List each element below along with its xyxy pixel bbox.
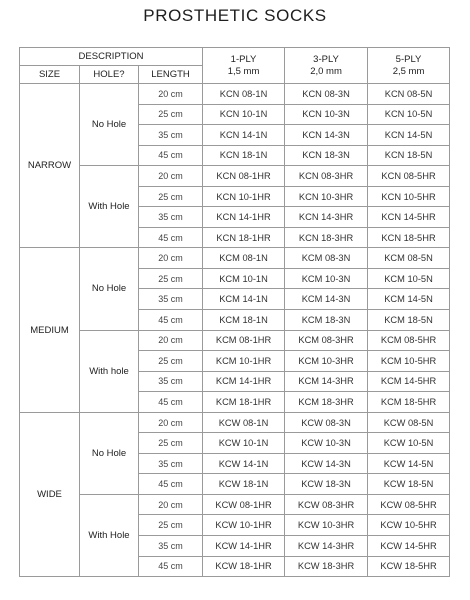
product-code-cell: KCN 08-3N (285, 84, 368, 105)
product-code-cell: KCN 18-1HR (203, 227, 285, 248)
ply-name: 3-PLY (313, 53, 339, 65)
product-code-cell: KCN 14-1HR (203, 207, 285, 228)
product-code-cell: KCW 14-1N (203, 453, 285, 474)
product-code-cell: KCW 10-1HR (203, 515, 285, 536)
product-code-cell: KCW 14-1HR (203, 536, 285, 557)
product-code-cell: KCW 08-1HR (203, 494, 285, 515)
product-code-cell: KCM 18-1HR (203, 392, 285, 413)
length-cell: 20 cm (139, 166, 203, 187)
prosthetic-socks-table (19, 47, 450, 577)
product-code-cell: KCM 08-3HR (285, 330, 368, 351)
product-code-cell: KCW 18-1N (203, 474, 285, 495)
length-header: LENGTH (139, 66, 203, 84)
description-header: DESCRIPTION (20, 48, 203, 66)
product-code-cell: KCM 10-1HR (203, 351, 285, 372)
length-cell: 45 cm (139, 310, 203, 331)
product-code-cell: KCW 18-3N (285, 474, 368, 495)
ply-name: 1-PLY (230, 53, 257, 65)
product-code-cell: KCM 08-5HR (368, 330, 450, 351)
product-code-cell: KCM 18-3N (285, 310, 368, 331)
product-code-cell: KCN 10-5N (368, 104, 450, 125)
page-title: PROSTHETIC SOCKS (143, 6, 327, 25)
ply-thickness: 2,5 mm (392, 65, 425, 77)
length-cell: 20 cm (139, 248, 203, 269)
product-code-cell: KCW 08-5N (368, 412, 450, 433)
product-code-cell: KCW 08-5HR (368, 494, 450, 515)
product-code-cell: KCW 08-1N (203, 412, 285, 433)
table-row (20, 494, 450, 515)
product-code-cell: KCW 10-5HR (368, 515, 450, 536)
ply-header-1 (203, 48, 285, 84)
product-code-cell: KCM 10-5N (368, 268, 450, 289)
product-code-cell: KCN 08-5HR (368, 166, 450, 187)
ply-header-3 (285, 48, 368, 84)
ply-thickness: 1,5 mm (227, 65, 260, 77)
product-code-cell: KCM 18-5HR (368, 392, 450, 413)
product-code-cell: KCW 08-3HR (285, 494, 368, 515)
product-code-cell: KCW 10-3N (285, 433, 368, 454)
product-code-cell: KCN 14-5HR (368, 207, 450, 228)
product-code-cell: KCN 14-3HR (285, 207, 368, 228)
product-code-cell: KCN 08-5N (368, 84, 450, 105)
ply-thickness: 2,0 mm (310, 65, 342, 77)
size-cell: WIDE (20, 412, 80, 576)
hole-cell: No Hole (80, 248, 139, 330)
length-cell: 25 cm (139, 351, 203, 372)
product-code-cell: KCM 14-5N (368, 289, 450, 310)
product-code-cell: KCW 14-3N (285, 453, 368, 474)
product-code-cell: KCM 08-1N (203, 248, 285, 269)
length-cell: 35 cm (139, 289, 203, 310)
product-code-cell: KCW 18-3HR (285, 556, 368, 577)
table-row (20, 84, 450, 105)
product-code-cell: KCN 18-1N (203, 145, 285, 166)
product-code-cell: KCM 18-5N (368, 310, 450, 331)
product-code-cell: KCW 18-5HR (368, 556, 450, 577)
product-code-cell: KCM 08-5N (368, 248, 450, 269)
product-code-cell: KCM 18-3HR (285, 392, 368, 413)
table-body (20, 84, 450, 577)
hole-cell: With hole (80, 330, 139, 412)
length-cell: 20 cm (139, 330, 203, 351)
length-cell: 25 cm (139, 104, 203, 125)
product-code-cell: KCN 14-5N (368, 125, 450, 146)
table-row (20, 412, 450, 433)
product-code-cell: KCW 10-3HR (285, 515, 368, 536)
product-code-cell: KCM 14-5HR (368, 371, 450, 392)
product-code-cell: KCM 14-3N (285, 289, 368, 310)
product-code-cell: KCM 08-3N (285, 248, 368, 269)
product-code-cell: KCN 10-1N (203, 104, 285, 125)
size-header: SIZE (20, 66, 80, 84)
product-code-cell: KCN 08-3HR (285, 166, 368, 187)
product-code-cell: KCM 08-1HR (203, 330, 285, 351)
product-code-cell: KCN 18-5HR (368, 227, 450, 248)
length-cell: 45 cm (139, 474, 203, 495)
size-cell: NARROW (20, 84, 80, 248)
hole-cell: No Hole (80, 84, 139, 166)
length-cell: 35 cm (139, 125, 203, 146)
size-cell: MEDIUM (20, 248, 80, 412)
product-code-cell: KCN 18-3HR (285, 227, 368, 248)
product-code-cell: KCW 14-3HR (285, 536, 368, 557)
product-code-cell: KCN 10-1HR (203, 186, 285, 207)
hole-cell: With Hole (80, 494, 139, 576)
product-code-cell: KCM 18-1N (203, 310, 285, 331)
length-cell: 45 cm (139, 556, 203, 577)
length-cell: 35 cm (139, 453, 203, 474)
length-cell: 35 cm (139, 371, 203, 392)
table-row (20, 330, 450, 351)
product-code-cell: KCW 08-3N (285, 412, 368, 433)
product-code-cell: KCM 10-3HR (285, 351, 368, 372)
product-code-cell: KCN 14-1N (203, 125, 285, 146)
length-cell: 20 cm (139, 412, 203, 433)
length-cell: 35 cm (139, 207, 203, 228)
length-cell: 45 cm (139, 227, 203, 248)
product-code-cell: KCN 10-3N (285, 104, 368, 125)
length-cell: 25 cm (139, 186, 203, 207)
product-code-cell: KCN 18-3N (285, 145, 368, 166)
length-cell: 20 cm (139, 494, 203, 515)
product-code-cell: KCW 14-5HR (368, 536, 450, 557)
hole-header: HOLE? (80, 66, 139, 84)
ply-name: 5-PLY (395, 53, 422, 65)
hole-cell: With Hole (80, 166, 139, 248)
product-code-cell: KCN 18-5N (368, 145, 450, 166)
product-code-cell: KCN 08-1HR (203, 166, 285, 187)
length-cell: 20 cm (139, 84, 203, 105)
product-code-cell: KCM 10-5HR (368, 351, 450, 372)
product-code-cell: KCN 10-3HR (285, 186, 368, 207)
product-code-cell: KCM 14-1N (203, 289, 285, 310)
ply-header-5 (368, 48, 450, 84)
length-cell: 35 cm (139, 536, 203, 557)
hole-cell: No Hole (80, 412, 139, 494)
table-row (20, 166, 450, 187)
product-code-cell: KCN 14-3N (285, 125, 368, 146)
product-code-cell: KCW 14-5N (368, 453, 450, 474)
product-code-cell: KCW 18-5N (368, 474, 450, 495)
product-code-cell: KCW 18-1HR (203, 556, 285, 577)
product-code-cell: KCM 10-3N (285, 268, 368, 289)
product-code-cell: KCN 10-5HR (368, 186, 450, 207)
length-cell: 25 cm (139, 433, 203, 454)
length-cell: 25 cm (139, 268, 203, 289)
product-code-cell: KCW 10-1N (203, 433, 285, 454)
product-code-cell: KCN 08-1N (203, 84, 285, 105)
product-code-cell: KCW 10-5N (368, 433, 450, 454)
product-code-cell: KCM 14-3HR (285, 371, 368, 392)
table-row (20, 248, 450, 269)
product-code-cell: KCM 10-1N (203, 268, 285, 289)
length-cell: 45 cm (139, 392, 203, 413)
product-code-cell: KCM 14-1HR (203, 371, 285, 392)
length-cell: 45 cm (139, 145, 203, 166)
length-cell: 25 cm (139, 515, 203, 536)
